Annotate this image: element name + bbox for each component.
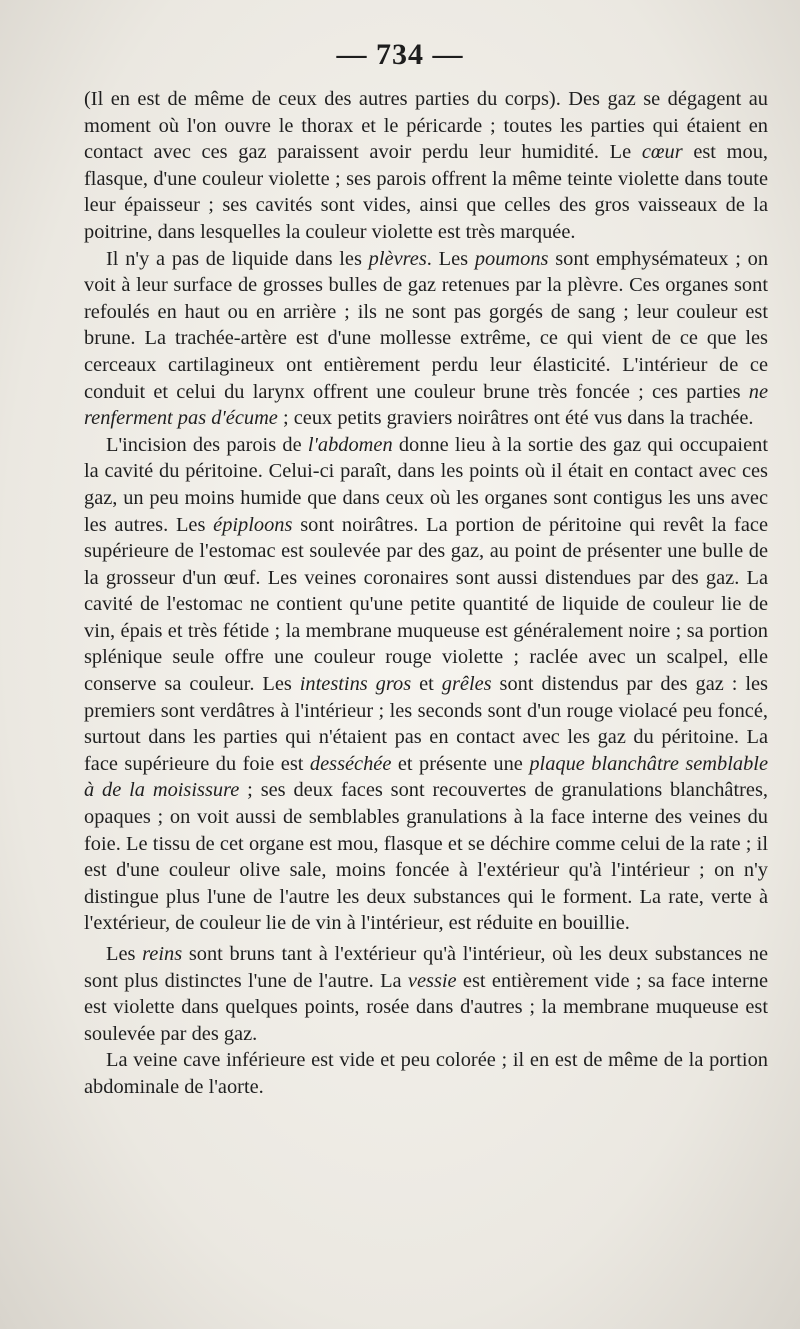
paragraph-abdomen — [84, 432, 768, 937]
text-run: est entièrement vide ; sa face interne est violette dans quelques points, rosée dans d'autres ; la membrane muqueuse est soulevée par des gaz. — [84, 969, 768, 1045]
italic-term: poumons — [474, 247, 549, 270]
text-run: (Il en est de même de ceux des autres parties du corps). Des gaz se dégagent au moment où l'on ouvre le thorax et le péricarde ; toutes les parties qui étaient en contact avec ces gaz paraissent avoir perdu leur humidité. Le — [84, 88, 768, 164]
italic-term: épiploons — [213, 513, 293, 536]
text-run: ; ses deux faces sont recouvertes de granulations blanchâtres, opaques ; on voit aussi de semblables granulations à la face interne des veines du foie. Le tissu de cet organe est mou, flasque et se déchire comme celui de la rate ; il est d'une couleur olive sale, moins foncée à l'extérieur qu'à l'intérieur ; on n'y distingue plus l'une de l'autre les deux substances qui le forment. La rate, verte à l'extérieur, de couleur lie de vin à l'intérieur, est réduite en bouillie. — [84, 779, 768, 935]
text-run: sont distendus par des gaz : les premiers sont verdâtres à l'intérieur ; les seconds sont d'un rouge violacé peu foncé, surtout dans les parties qui n'étaient pas en contact avec les gaz du péritoine. La face supérieure du foie est — [84, 673, 768, 775]
italic-term: vessie — [407, 969, 457, 992]
italic-term: desséchée — [309, 752, 392, 775]
italic-term: ne renferment pas d'écume — [84, 380, 768, 430]
text-run: . Les — [426, 247, 475, 270]
text-run: La veine cave inférieure est vide et peu colorée ; il en est de même de la portion abdominale de l'aorte. — [84, 1049, 768, 1098]
italic-term: intestins gros — [299, 673, 412, 696]
italic-term: plaque blanchâtre semblable à de la moisissure — [84, 752, 768, 802]
italic-term: l'abdomen — [307, 433, 393, 456]
text-run: Les — [106, 943, 143, 965]
text-run: L'incision des parois de — [106, 433, 308, 456]
paragraph-vena-cava — [84, 1047, 768, 1100]
italic-term: grêles — [441, 673, 492, 696]
text-run: Il n'y a pas de liquide dans les — [106, 247, 369, 270]
text-run: donne lieu à la sortie des gaz qui occupaient la cavité du péritoine. Celui-ci paraît, dans les points où il était en contact avec ces gaz, un peu moins humide que dans ceux où les organes sont contigus les uns avec les autres. Les — [84, 433, 768, 536]
text-run: sont noirâtres. La portion de péritoine qui revêt la face supérieure de l'estomac est soulevée par des gaz, au point de présenter une bulle de la grosseur d'un œuf. Les veines coronaires sont aussi distendues par des gaz. La cavité de l'estomac ne contient qu'une petite quantité de liquide de couleur lie de vin, épais et très fétide ; la membrane muqueuse est généralement noire ; sa portion splénique seule offre une couleur rouge violette ; raclée avec un scalpel, elle conserve sa couleur. Les — [84, 513, 768, 696]
text-run: et — [411, 673, 442, 696]
italic-term: reins — [142, 943, 183, 965]
italic-term: plèvres — [368, 247, 427, 270]
page-body — [84, 86, 768, 1101]
text-run: ; ceux petits graviers noirâtres ont été vus dans la trachée. — [277, 407, 754, 430]
paragraph-lungs — [84, 246, 768, 432]
paragraph-heart — [84, 86, 768, 246]
text-run: est mou, flasque, d'une couleur violette ; ses parois offrent la même teinte violette dans toute leur épaisseur ; ses cavités sont vides, ainsi que celles des gros vaisseaux de la poitrine, dans lesquelles la couleur violette est très marquée. — [84, 141, 768, 243]
text-run: et présente une — [391, 752, 530, 775]
text-run: sont emphysémateux ; on voit à leur surface de grosses bulles de gaz retenues par la plèvre. Ces organes sont refoulés en haut ou en arrière ; ils ne sont pas gorgés de sang ; leur couleur est brune. La trachée-artère est d'une mollesse extrême, ce qui vient de ce que les cerceaux cartilagineux ont entièrement perdu leur élasticité. L'intérieur de ce conduit et celui du larynx offrent une couleur brune très foncée ; ces parties — [84, 247, 769, 403]
paragraph-kidneys — [84, 941, 768, 1047]
text-run: sont bruns tant à l'extérieur qu'à l'intérieur, où les deux substances ne sont plus distinctes l'une de l'autre. La — [84, 943, 768, 992]
italic-term: cœur — [641, 141, 683, 164]
page-number: — 734 — — [336, 38, 464, 71]
